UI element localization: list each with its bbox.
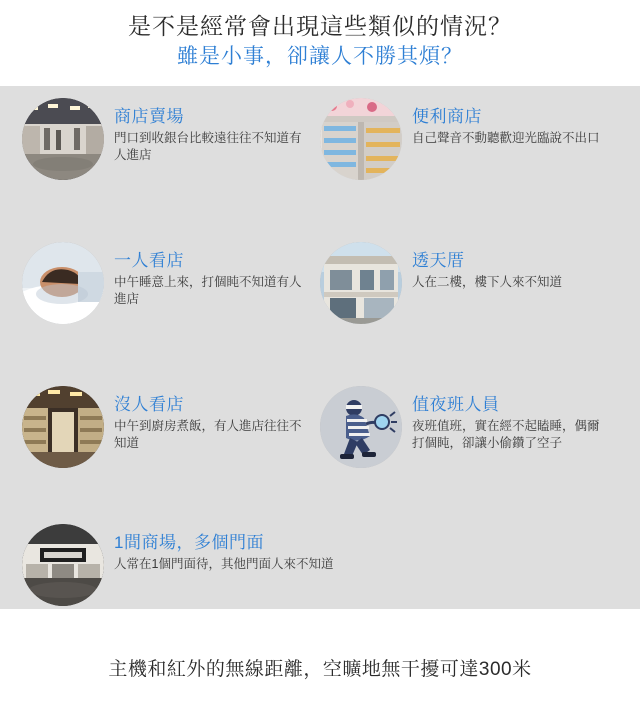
scenario-item-night-shift — [320, 386, 618, 468]
scenario-title: 透天厝 — [412, 251, 465, 270]
scenario-desc: 人在二樓，樓下人來不知道 — [412, 275, 563, 289]
scenario-title: 沒人看店 — [114, 395, 184, 414]
header-line-1: 是不是經常會出現這些類似的情況？ — [128, 13, 512, 39]
row-spacer — [22, 194, 618, 242]
scenario-text — [114, 386, 304, 452]
scenario-item-shop — [22, 98, 320, 180]
scenario-desc: 自己聲音不動聽歡迎光臨說不出口 — [412, 131, 600, 145]
scenario-desc: 中午睡意上來，打個盹不知道有人進店 — [114, 275, 302, 306]
scenario-title: 便利商店 — [412, 107, 482, 126]
townhouse-photo-icon — [320, 242, 402, 324]
scenario-row — [22, 524, 618, 606]
burglar-illustration-icon — [320, 386, 402, 468]
footer — [0, 609, 640, 726]
scenarios-band — [0, 86, 640, 609]
scenario-item-single-staff — [22, 242, 320, 324]
scenario-desc: 中午到廚房煮飯，有人進店往往不知道 — [114, 419, 302, 450]
row-spacer — [22, 180, 618, 194]
scenario-item-unattended — [22, 386, 320, 468]
row-spacer — [22, 468, 618, 524]
scenario-item-convenience — [320, 98, 618, 180]
header — [0, 0, 640, 86]
scenario-item-multi-frontage — [22, 524, 618, 606]
footer-text: 主機和紅外的無線距離，空曠地無干擾可達300米 — [108, 659, 532, 680]
scenario-desc: 門口到收銀台比較遠往往不知道有人進店 — [114, 131, 302, 162]
scenario-title: 值夜班人員 — [412, 395, 500, 414]
scenario-text — [412, 98, 600, 147]
sleeping-person-photo-icon — [22, 242, 104, 324]
scenario-desc: 人常在1個門面待，其他門面人來不知道 — [114, 557, 334, 571]
storefront-photo-icon — [22, 524, 104, 606]
scenario-text — [412, 242, 562, 291]
scenario-title: 一人看店 — [114, 251, 184, 270]
row-spacer — [22, 324, 618, 386]
scenario-row — [22, 98, 618, 180]
scenario-title: 商店賣場 — [114, 107, 184, 126]
scenarios-grid — [22, 98, 618, 594]
scenario-title: 1間商場，多個門面 — [114, 533, 264, 552]
convenience-store-photo-icon — [320, 98, 402, 180]
scenario-text — [114, 242, 304, 308]
scenario-row — [22, 242, 618, 324]
shopping-mall-photo-icon — [22, 98, 104, 180]
scenario-desc: 夜班值班，實在經不起瞌睡，偶爾打個盹，卻讓小偷鑽了空子 — [412, 419, 600, 450]
scenario-row — [22, 386, 618, 468]
scenario-item-townhouse — [320, 242, 618, 324]
scenario-text — [412, 386, 602, 452]
scenario-text — [114, 98, 304, 164]
header-line-2: 雖是小事，卻讓人不勝其煩？ — [177, 45, 463, 68]
empty-store-photo-icon — [22, 386, 104, 468]
scenario-text — [114, 524, 333, 573]
